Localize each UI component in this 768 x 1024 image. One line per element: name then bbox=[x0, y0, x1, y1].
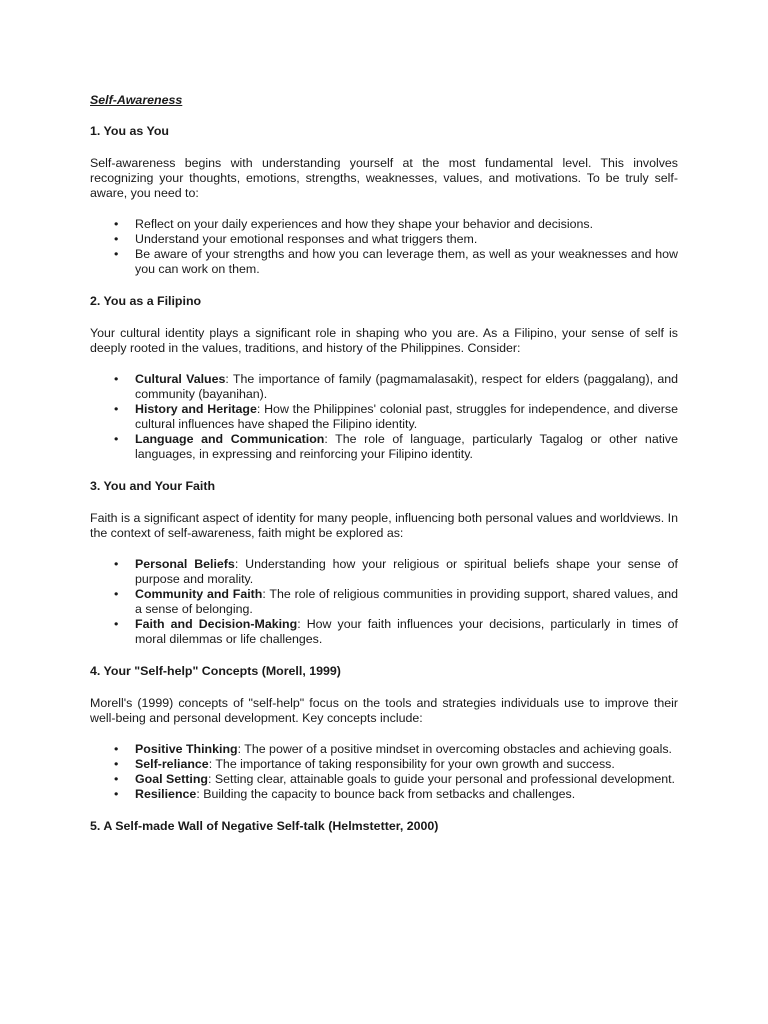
list-item-text: Reflect on your daily experiences and how they shape your behavior and decisions. bbox=[135, 217, 594, 231]
list-item-term: Language and Communication bbox=[135, 432, 325, 446]
bullet-icon: • bbox=[114, 372, 119, 386]
list-item-term: Faith and Decision-Making bbox=[135, 617, 298, 631]
section-heading: 4. Your "Self-help" Concepts (Morell, 1999) bbox=[90, 664, 341, 678]
list-item-text: : Setting clear, attainable goals to guide your personal and professional development. bbox=[207, 772, 676, 786]
list-item-text: : The power of a positive mindset in overcoming obstacles and achieving goals. bbox=[237, 742, 672, 756]
list-item bbox=[90, 372, 678, 402]
section-heading: 2. You as a Filipino bbox=[90, 294, 202, 308]
list-item bbox=[90, 217, 678, 232]
list-item-text: : The importance of family (pagmamalasakit), respect for elders (paggalang), and community (bayanihan). bbox=[135, 372, 678, 401]
bullet-icon: • bbox=[114, 617, 119, 631]
section-heading: 3. You and Your Faith bbox=[90, 479, 216, 493]
list-item-text: : The importance of taking responsibility for your own growth and success. bbox=[208, 757, 615, 771]
list-item-text: : How your faith influences your decisions, particularly in times of moral dilemmas or life challenges. bbox=[135, 617, 678, 646]
list-item-term: Cultural Values bbox=[135, 372, 226, 386]
list-item bbox=[90, 617, 678, 647]
list-item bbox=[90, 787, 678, 802]
bullet-icon: • bbox=[114, 587, 119, 601]
bullet-icon: • bbox=[114, 432, 119, 446]
bullet-icon: • bbox=[114, 232, 119, 246]
list-item bbox=[90, 247, 678, 277]
bullet-icon: • bbox=[114, 217, 119, 231]
list-item bbox=[90, 557, 678, 587]
list-item-text: Understand your emotional responses and what triggers them. bbox=[135, 232, 478, 246]
bullet-icon: • bbox=[114, 772, 119, 786]
list-item-term: Positive Thinking bbox=[135, 742, 238, 756]
list-item-text: : Understanding how your religious or spiritual beliefs shape your sense of purpose and morality. bbox=[135, 557, 678, 586]
bullet-list bbox=[90, 217, 678, 277]
list-item bbox=[90, 757, 678, 772]
list-item-term: Goal Setting bbox=[135, 772, 208, 786]
list-item-term: Resilience bbox=[135, 787, 197, 801]
list-item bbox=[90, 432, 678, 462]
document-page bbox=[90, 93, 678, 851]
bullet-icon: • bbox=[114, 787, 119, 801]
list-item-text: Be aware of your strengths and how you can leverage them, as well as your weaknesses and how you can work on them. bbox=[135, 247, 678, 276]
list-item-term: History and Heritage bbox=[135, 402, 257, 416]
list-item-term: Self-reliance bbox=[135, 757, 209, 771]
document-title: Self-Awareness bbox=[90, 93, 183, 107]
section-heading: 1. You as You bbox=[90, 124, 169, 138]
section-paragraph: Morell's (1999) concepts of "self-help" focus on the tools and strategies individuals use to improve their well-being and personal development. Key concepts include: bbox=[90, 696, 678, 725]
list-item bbox=[90, 742, 678, 757]
list-item-text: : The role of language, particularly Tagalog or other native languages, in expressing and reinforcing your Filipino identity. bbox=[135, 432, 678, 461]
bullet-list bbox=[90, 742, 678, 802]
list-item bbox=[90, 587, 678, 617]
section-paragraph: Faith is a significant aspect of identity for many people, influencing both personal values and worldviews. In the context of self-awareness, faith might be explored as: bbox=[90, 511, 678, 540]
list-item-text: : Building the capacity to bounce back from setbacks and challenges. bbox=[196, 787, 576, 801]
list-item-term: Community and Faith bbox=[135, 587, 263, 601]
section-paragraph: Self-awareness begins with understanding yourself at the most fundamental level. This involves recognizing your thoughts, emotions, strengths, weaknesses, values, and motivations. To be truly self-aware, you need to: bbox=[90, 156, 678, 200]
bullet-list bbox=[90, 557, 678, 647]
list-item-term: Personal Beliefs bbox=[135, 557, 235, 571]
list-item bbox=[90, 232, 678, 247]
bullet-icon: • bbox=[114, 757, 119, 771]
bullet-icon: • bbox=[114, 742, 119, 756]
section-heading: 5. A Self-made Wall of Negative Self-talk (Helmstetter, 2000) bbox=[90, 819, 439, 833]
bullet-icon: • bbox=[114, 402, 119, 416]
bullet-list bbox=[90, 372, 678, 462]
bullet-icon: • bbox=[114, 557, 119, 571]
list-item bbox=[90, 772, 678, 787]
list-item-text: : How the Philippines' colonial past, struggles for independence, and diverse cultural influences have shaped the Filipino identity. bbox=[135, 402, 678, 431]
list-item bbox=[90, 402, 678, 432]
document-body bbox=[90, 124, 678, 834]
section-paragraph: Your cultural identity plays a significant role in shaping who you are. As a Filipino, your sense of self is deeply rooted in the values, traditions, and history of the Philippines. Consider: bbox=[90, 326, 678, 355]
bullet-icon: • bbox=[114, 247, 119, 261]
list-item-text: : The role of religious communities in providing support, shared values, and a sense of belonging. bbox=[135, 587, 678, 616]
